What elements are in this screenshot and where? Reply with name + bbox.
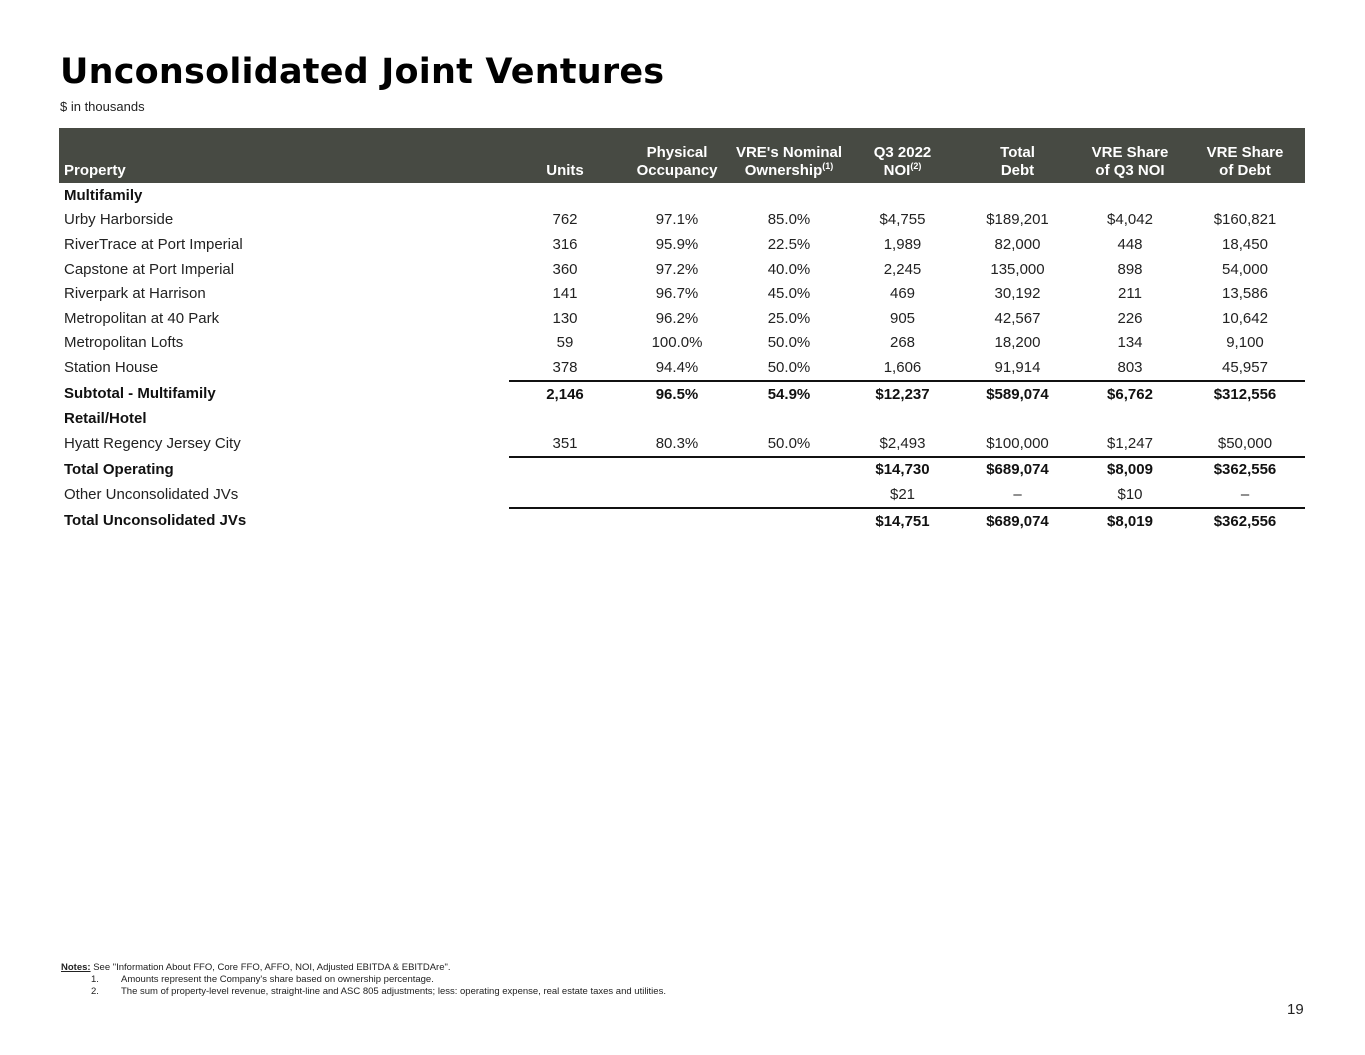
footnotes bbox=[61, 962, 666, 998]
share-debt-cell: 10,642 bbox=[1222, 309, 1268, 327]
share-debt-cell: 13,586 bbox=[1222, 285, 1268, 303]
page-number: 19 bbox=[1287, 1001, 1304, 1018]
header-share-debt-line2: of Debt bbox=[1219, 162, 1271, 179]
total-operating-row bbox=[59, 457, 1305, 483]
occupancy-cell: 97.2% bbox=[655, 260, 699, 278]
section-label: Multifamily bbox=[64, 186, 143, 204]
occupancy-cell: 96.5% bbox=[621, 381, 733, 407]
debt-cell: $100,000 bbox=[986, 434, 1049, 452]
share-noi-cell: $1,247 bbox=[1107, 434, 1153, 452]
header-units: Units bbox=[509, 128, 621, 183]
header-total-debt bbox=[960, 128, 1075, 183]
table-row bbox=[59, 355, 1305, 381]
occupancy-cell: 94.4% bbox=[655, 358, 699, 376]
noi-cell: $21 bbox=[889, 485, 916, 503]
share-noi-cell: $8,019 bbox=[1075, 508, 1185, 534]
header-occupancy-line1: Physical bbox=[646, 144, 708, 161]
debt-cell: 82,000 bbox=[994, 235, 1041, 253]
units-cell: 316 bbox=[552, 235, 578, 253]
header-noi bbox=[845, 128, 960, 183]
ownership-cell: 45.0% bbox=[767, 285, 811, 303]
property-name: Riverpark at Harrison bbox=[64, 285, 206, 303]
occupancy-cell: 100.0% bbox=[651, 334, 703, 352]
table-row bbox=[59, 431, 1305, 457]
header-share-noi bbox=[1075, 128, 1185, 183]
ownership-cell: 54.9% bbox=[733, 381, 845, 407]
table-row bbox=[59, 232, 1305, 257]
property-name: Total Operating bbox=[64, 460, 174, 478]
debt-cell: $589,074 bbox=[960, 381, 1075, 407]
noi-cell: $12,237 bbox=[845, 381, 960, 407]
header-property: Property bbox=[59, 128, 509, 183]
share-noi-cell: 898 bbox=[1117, 260, 1143, 278]
notes-intro-text: See "Information About FFO, Core FFO, AFFO, NOI, Adjusted EBITDA & EBITDAre". bbox=[90, 962, 451, 973]
section-label: Retail/Hotel bbox=[64, 410, 147, 428]
units-cell: 141 bbox=[552, 285, 578, 303]
header-occupancy-line2: Occupancy bbox=[636, 162, 718, 179]
debt-cell: 91,914 bbox=[994, 358, 1041, 376]
section-row-retail-hotel bbox=[59, 406, 1305, 431]
section-row-multifamily bbox=[59, 183, 1305, 208]
units-cell: 59 bbox=[556, 334, 574, 352]
header-debt-line2: Debt bbox=[1000, 162, 1035, 179]
share-debt-cell: 54,000 bbox=[1222, 260, 1268, 278]
share-debt-cell: $50,000 bbox=[1217, 434, 1273, 452]
share-debt-cell: – bbox=[1240, 485, 1250, 503]
debt-cell: $689,074 bbox=[960, 457, 1075, 483]
share-noi-cell: $6,762 bbox=[1075, 381, 1185, 407]
ownership-cell: 50.0% bbox=[767, 334, 811, 352]
ownership-cell: 40.0% bbox=[767, 260, 811, 278]
property-name: Total Unconsolidated JVs bbox=[64, 512, 247, 530]
footnote-ref-2: (2) bbox=[910, 161, 922, 171]
share-noi-cell: 211 bbox=[1118, 285, 1142, 303]
debt-cell: 42,567 bbox=[994, 309, 1041, 327]
units-cell: 351 bbox=[552, 434, 578, 452]
footnote-number: 2. bbox=[91, 986, 99, 997]
property-name: Subtotal - Multifamily bbox=[64, 385, 216, 403]
debt-cell: $689,074 bbox=[960, 508, 1075, 534]
share-noi-cell: $10 bbox=[1117, 485, 1143, 503]
footnote-text: Amounts represent the Company's share based on ownership percentage. bbox=[121, 974, 434, 985]
share-debt-cell: 45,957 bbox=[1222, 358, 1268, 376]
footnote-ref-1: (1) bbox=[822, 161, 834, 171]
noi-cell: 1,606 bbox=[883, 358, 922, 376]
share-noi-cell: 448 bbox=[1117, 235, 1143, 253]
header-debt-line1: Total bbox=[1000, 144, 1035, 161]
noi-cell: $14,730 bbox=[845, 457, 960, 483]
header-share-noi-line2: of Q3 NOI bbox=[1095, 162, 1165, 179]
table-row bbox=[59, 281, 1305, 306]
footnote-text: The sum of property-level revenue, straight-line and ASC 805 adjustments; less: operating expense, real estate taxes and utilities. bbox=[121, 986, 666, 997]
share-debt-cell: 18,450 bbox=[1222, 235, 1268, 253]
occupancy-cell: 95.9% bbox=[655, 235, 699, 253]
header-ownership-line1: VRE's Nominal bbox=[735, 144, 843, 161]
footnote-number: 1. bbox=[91, 974, 99, 985]
noi-cell: $14,751 bbox=[845, 508, 960, 534]
table-row bbox=[59, 257, 1305, 282]
total-unconsolidated-row bbox=[59, 508, 1305, 534]
footnote-1 bbox=[61, 974, 666, 986]
table-header-row bbox=[59, 128, 1305, 183]
ownership-cell: 25.0% bbox=[767, 309, 811, 327]
share-noi-cell: $8,009 bbox=[1075, 457, 1185, 483]
noi-cell: $2,493 bbox=[879, 434, 926, 452]
other-jvs-row bbox=[59, 482, 1305, 508]
subtotal-multifamily-row bbox=[59, 381, 1305, 407]
header-occupancy bbox=[621, 128, 733, 183]
occupancy-cell: 96.7% bbox=[655, 285, 699, 303]
units-cell: 360 bbox=[552, 260, 578, 278]
property-name: Urby Harborside bbox=[64, 211, 174, 229]
debt-cell: 135,000 bbox=[990, 260, 1045, 278]
debt-cell: – bbox=[1013, 485, 1022, 503]
debt-cell: 30,192 bbox=[994, 285, 1041, 303]
ownership-cell: 22.5% bbox=[767, 235, 811, 253]
footnote-2 bbox=[61, 986, 666, 998]
property-name: Station House bbox=[64, 359, 159, 377]
share-debt-cell: $362,556 bbox=[1185, 508, 1305, 534]
debt-cell: 18,200 bbox=[994, 334, 1041, 352]
header-noi-line1: Q3 2022 bbox=[873, 144, 932, 161]
joint-ventures-table bbox=[59, 128, 1305, 533]
header-share-noi-line1: VRE Share bbox=[1091, 144, 1169, 161]
property-name: Hyatt Regency Jersey City bbox=[64, 435, 241, 453]
notes-label: Notes: bbox=[61, 962, 91, 973]
noi-cell: 268 bbox=[889, 334, 916, 352]
property-name: Metropolitan Lofts bbox=[64, 334, 184, 352]
share-debt-cell: $362,556 bbox=[1185, 457, 1305, 483]
occupancy-cell: 80.3% bbox=[655, 434, 699, 452]
noi-cell: 905 bbox=[889, 309, 916, 327]
header-share-debt-line1: VRE Share bbox=[1206, 144, 1284, 161]
header-noi-line2: NOI bbox=[883, 162, 911, 179]
header-share-debt bbox=[1185, 128, 1305, 183]
noi-cell: 2,245 bbox=[883, 260, 922, 278]
occupancy-cell: 97.1% bbox=[655, 211, 699, 229]
units-cell: 762 bbox=[552, 211, 578, 229]
property-name: Capstone at Port Imperial bbox=[64, 260, 235, 278]
units-subtitle: $ in thousands bbox=[60, 99, 145, 114]
header-ownership bbox=[733, 128, 845, 183]
notes-intro bbox=[61, 962, 666, 974]
noi-cell: 469 bbox=[889, 285, 916, 303]
units-cell: 2,146 bbox=[509, 381, 621, 407]
debt-cell: $189,201 bbox=[986, 211, 1049, 229]
property-name: RiverTrace at Port Imperial bbox=[64, 235, 243, 253]
share-noi-cell: 226 bbox=[1117, 309, 1143, 327]
ownership-cell: 85.0% bbox=[767, 211, 811, 229]
noi-cell: 1,989 bbox=[883, 235, 922, 253]
property-name: Metropolitan at 40 Park bbox=[64, 309, 220, 327]
header-ownership-line2: Ownership bbox=[744, 162, 823, 179]
share-debt-cell: $312,556 bbox=[1185, 381, 1305, 407]
units-cell: 130 bbox=[552, 309, 578, 327]
share-noi-cell: 803 bbox=[1117, 358, 1143, 376]
occupancy-cell: 96.2% bbox=[655, 309, 699, 327]
property-name: Other Unconsolidated JVs bbox=[64, 486, 239, 504]
ownership-cell: 50.0% bbox=[767, 358, 811, 376]
ownership-cell: 50.0% bbox=[767, 434, 811, 452]
share-noi-cell: 134 bbox=[1117, 334, 1143, 352]
share-noi-cell: $4,042 bbox=[1107, 211, 1153, 229]
share-debt-cell: 9,100 bbox=[1226, 334, 1264, 352]
table-row bbox=[59, 306, 1305, 331]
units-cell: 378 bbox=[552, 358, 578, 376]
share-debt-cell: $160,821 bbox=[1213, 211, 1277, 229]
noi-cell: $4,755 bbox=[879, 211, 926, 229]
table-row bbox=[59, 208, 1305, 233]
table-row bbox=[59, 331, 1305, 356]
page-title: Unconsolidated Joint Ventures bbox=[60, 52, 665, 92]
